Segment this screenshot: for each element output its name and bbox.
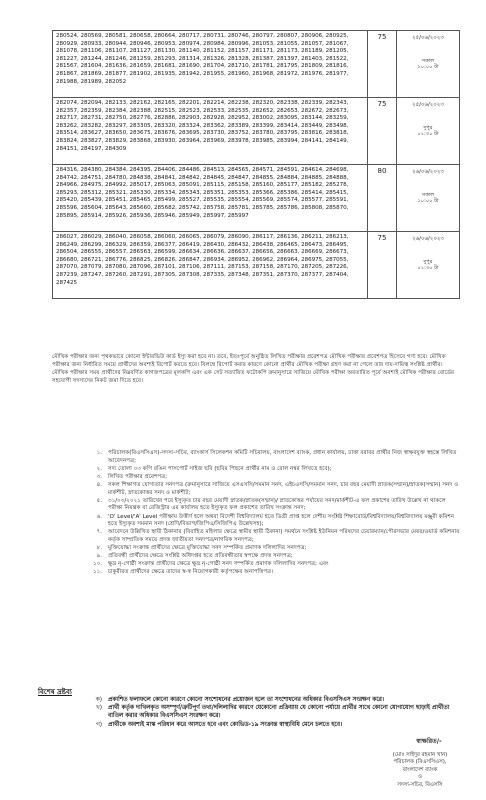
list-item [52, 704, 460, 720]
list-item [52, 474, 460, 482]
list-item [52, 561, 460, 569]
list-item [52, 450, 460, 465]
item-number: ৭. [96, 529, 102, 536]
note-text: প্রার্থী কর্তৃক দাখিলকৃত অসম্পূর্ণ/ত্রুটিপূর্ণ তথ্য/দলিলাদির কারণে যেকোনো প্রক্রিয়ায় যে কোনো পর্যায়ে প্রার্থীর সাথে কোনো যোগাযোগ ছাড়াই প্রার্থীতা বাতিল করার অধিকার বিএসসিএস সংরক্ষণ করে। [108, 705, 450, 720]
list-item [52, 721, 460, 729]
signatory-name: (মোঃ সাইদুর রহমান খান) [392, 751, 448, 758]
interview-time: ১০:০০ টা [417, 198, 439, 205]
item-number: ৪. [96, 481, 102, 488]
interview-date: ২৫/০৬/২০২৩ [412, 102, 444, 108]
interview-date: ২৬/০৬/২০২৩ [412, 169, 444, 175]
table-row [53, 165, 460, 232]
roll-numbers-cell: 286027, 286029, 286040, 286058, 286060, 286065, 286079, 286090, 286117, 286136, 286211, 286213, 286249, 286299, 286329, 286359, 286377, 286419, 286430, 286432, 286438, 286465, 286473, 286495, 286504, 286555, 286557, 286563, 286599, 286634, 286636, 286637, 286656, 286663, 286669, 286673, 286680, 286721, 286776, 286825, 286826, 286847, 286934, 286952, 286962, 286964, 286975, 287055, 287070, 287079, 287080, 287096, 287101, 287106, 287111, 287153, 287158, 287170, 287205, 287226, 287239, 287247, 287260, 287291, 287305, 287308, 287335, 287348, 287351, 287370, 287377, 287404, 287425 [53, 232, 368, 299]
signatory-conjunction: ও [418, 774, 422, 781]
table-row [53, 98, 460, 165]
interview-time: ১০:০০ টা [417, 64, 439, 71]
item-text: চাকুরীরত প্রার্থীদের ক্ষেত্রে তাদের স্ব-স্ব নিয়োগকারী কর্তৃপক্ষের অনাপত্তিপত্র। [108, 569, 274, 576]
list-item [52, 498, 460, 513]
date-time-cell [397, 31, 460, 98]
list-item [52, 545, 460, 553]
item-text: পরিচালক(বিএসসিএস)-সদস্য-সচিব, ব্যাংকার্স সিলেকশন কমিটি সচিবালয়, বাংলাদেশ ব্যাংক, প্রধান কার্যালয়, ঢাকা বরাবর প্রার্থীর নিজ স্বাক্ষরযুক্ত স্বহস্তে লিখিত আবেদনপত্র; [108, 450, 457, 464]
list-item [52, 482, 460, 497]
item-number: ১. [96, 450, 102, 456]
item-number: ৯. [96, 553, 102, 560]
interview-session: দুপুর [423, 258, 433, 265]
candidate-count-cell: 75 [368, 98, 397, 165]
item-text: ৩১/০৩/২০২১ তারিখের পরে ইস্যুকৃত চার বছর মেয়াদী স্নাতক/স্নাতক(সম্মান)/ স্নাতকোত্তর পর্যায়ের সনদ/মার্কশীট-এ ফল প্রকাশের তারিখ উল্লেখ না থাকলে পরীক্ষা নিয়ন্ত্রক বা রেজিস্ট্রার এর কার্যালয় হতে ইস্যুকৃত ফল প্রকাশের তারিখ সংক্রান্ত সনদ; [108, 497, 446, 512]
item-text: সকল শিক্ষাগত যোগ্যতার সনদপত্র (ক্রমানুসারে সাজিয়ে এসএসসি/সমমান সনদ, এইচএসসি/সমমান সনদ, চার বছর মেয়াদী স্নাতক(সম্মান)/স্নাতক(সম্মান) সনদ ও মার্কশীট, স্নাতকোত্তর সনদ ও মার্কশীট; [108, 481, 459, 496]
required-documents-list [52, 450, 460, 578]
interview-date: ২৬/০৬/২০২৩ [412, 236, 444, 242]
interview-date: ২৫/০৬/২০২৩ [412, 35, 444, 41]
note-text: প্রার্থীকে অবশ্যই মাস্ক পরিধান করে আসতে হবে এবং কোভিড-১৯ সংক্রান্ত স্বাস্থ্যবিধি মেনে চলতে হবে। [108, 721, 343, 728]
item-text: লিখিত পরীক্ষার প্রবেশপত্র; [108, 473, 168, 480]
item-number: ৫. [96, 497, 102, 504]
date-time-cell [397, 232, 460, 299]
note-label: ক) [95, 697, 102, 703]
interview-session: দুপুর [423, 124, 433, 131]
item-text: মুক্তিযোদ্ধা সংক্রান্ত প্রার্থীদের ক্ষেত্রে মুক্তিযোদ্ধা সনদ সম্পর্কিত প্রমাণক দলিলাদির সনদপত্র; [108, 545, 307, 552]
item-number: ১০. [92, 561, 102, 568]
date-time-cell [397, 98, 460, 165]
item-number: ৩. [96, 473, 102, 480]
note-label: খ) [95, 705, 102, 712]
item-number: ৮. [96, 545, 102, 552]
roll-numbers-cell: 280524, 280569, 280581, 280658, 280664, 280717, 280731, 280746, 280797, 280807, 280906, 280925, 280929, 280933, 280944, 280946, 280953, 280974, 280984, 280996, 281053, 281055, 281057, 281067, 281078, 281106, 281107, 281127, 281130, 281140, 281152, 281157, 281171, 281173, 281189, 281205, 281227, 281244, 281246, 281259, 281293, 281314, 281326, 281328, 281387, 281397, 281403, 281522, 281567, 281604, 281636, 281659, 281681, 281690, 281704, 281710, 281781, 281795, 281809, 281816, 281867, 281869, 281877, 281902, 281935, 281942, 281955, 281960, 281968, 281972, 281976, 281977, 281988, 281989, 282052 [53, 31, 368, 98]
item-text: আবেদনে উল্লিখিত স্থায়ী ঠিকানার (বিবাহিত মহিলার ক্ষেত্রে স্বামীর স্থায়ী ঠিকানা) সমর্থনে সংশ্লিষ্ট ইউনিয়ন পরিষদের চেয়ারম্যান/পৌরসভার মেয়র/ওয়ার্ড কমিশনার কর্তৃক সাম্প্রতিক সময়ে প্রদত্ত জাতীয়তা সনদপত্র/নাগরিক সনদপত্র; [108, 529, 460, 544]
interview-session: সকাল [421, 191, 435, 198]
list-item [52, 529, 460, 544]
signed-label: স্বাক্ষরিত/- [416, 738, 442, 745]
item-number: ১১. [92, 569, 102, 576]
item-number: ২. [96, 465, 102, 472]
list-item [52, 466, 460, 474]
special-notes-heading: বিশেষ দ্রষ্টব্য [38, 688, 72, 696]
special-notes-list [52, 696, 460, 729]
interview-schedule-table [52, 30, 460, 299]
list-item [52, 553, 460, 561]
item-text: সদ্য তোলা ০৩ কপি রঙিন পাসপোর্ট সাইজ ছবি (ছবির পিছনে প্রার্থীর নাম ও রোল নম্বর লিখতে হবে); [108, 465, 332, 472]
item-text: ক্ষুদ্র নৃ-গোষ্ঠী সংক্রান্ত প্রার্থীদের ক্ষেত্রে ক্ষুদ্র নৃ-গোষ্ঠী সনদ সম্পর্কিত প্রমাণক দলিলাদির সনদপত্র; এবং [108, 561, 329, 568]
list-item [52, 569, 460, 577]
signatory-title: পরিচালক (বিএসসিএস), [393, 759, 447, 766]
interview-session: সকাল [421, 57, 435, 64]
note-label: গ) [95, 721, 102, 728]
list-item [52, 696, 460, 704]
interview-time: ০১:৩০ টা [417, 265, 439, 272]
note-text: প্রকাশিত ফলাফলে কোনো কারণে কোনো সংশোধনের প্রয়োজন হলে তা সংশোধনের অধিকার বিএসসিএস সংরক্ষণ করে। [108, 697, 384, 703]
table-row [53, 31, 460, 98]
list-item [52, 514, 460, 529]
candidate-count-cell: 75 [368, 31, 397, 98]
item-text: 'O' Level/'A' Level পরীক্ষায় উত্তীর্ণ হলে অথবা বিদেশী বিশ্ববিদ্যালয় হতে ডিগ্রী প্রাপ্ত হলে দেশীয় সংশ্লিষ্ট শিক্ষাবোর্ড/বিশ্ববিদ্যালয়/বিশ্ববিদ্যালয় মঞ্জুরী কমিশন হতে ইস্যুকৃত সমমান সনদ (শ্রেণি/বিভাগ/জিপিএ/সিজিপিএ উল্লেখসহ); [108, 513, 454, 528]
instructions-paragraph: মৌখিক পরীক্ষার জন্য পৃথকভাবে কোনো ইন্টারভিউ কার্ড ইস্যু করা হবে না। তবে, ইতঃপূর্বে অনুষ্ঠিত লিখিত পরীক্ষার প্রবেশপত্র মৌখিক পরীক্ষার প্রবেশপত্র হিসেবে গণ্য হবে। মৌখিক পরীক্ষার জন্য নির্ধারিত সময়ে প্রার্থীদের অবশ্যই রিপোর্ট করতে হবে। বিলম্বে রিপোর্ট করার কারণে কোনো প্রার্থীর মৌখিক পরীক্ষা গ্রহণ করা না গেলে তার দায়-দায়িত্ব সংশ্লিষ্ট প্রার্থীর। মৌখিক পরীক্ষার সময় প্রার্থীদের নিম্নবর্ণিত কাগজপত্রের মূলকপি এবং এক সেট সত্যায়িত ফটোকপি ক্রমানুসারে সাজিয়ে মৌখিক পরীক্ষা অবতারিত পূর্বে অবশ্যই মৌখিক পরীক্ষার বোর্ডের সহযোগী সদস্যদের নিকট জমা দিতে হবে। [52, 354, 455, 384]
date-time-cell [397, 165, 460, 232]
signatory-organization: বাংলাদেশ ব্যাংক [402, 766, 438, 773]
interview-time: ০১:৩০ টা [417, 131, 439, 138]
candidate-count-cell: 75 [368, 232, 397, 299]
item-number: ৬. [96, 513, 102, 520]
table-row [53, 232, 460, 299]
signatory-role: সদস্য-সচিব, বিএসসি [397, 781, 443, 788]
roll-numbers-cell: 282074, 282094, 282133, 282162, 282165, 282201, 282214, 282238, 282320, 282338, 282339, 282343, 282357, 282359, 282384, 282388, 282515, 282523, 282533, 282535, 282652, 282653, 282672, 282673, 282717, 282731, 282750, 282776, 282886, 282903, 282928, 282952, 283002, 283095, 283144, 283259, 283262, 283282, 283297, 283305, 283320, 283324, 283362, 283389, 283399, 283414, 283449, 283498, 283514, 283627, 283650, 283675, 283676, 283695, 283730, 283752, 283780, 283795, 283816, 283818, 283824, 283827, 283829, 283868, 283930, 283964, 283969, 283978, 283985, 283994, 284141, 284149, 284151, 284197, 284309 [53, 98, 368, 165]
signature-block [370, 738, 470, 790]
candidate-count-cell: 80 [368, 165, 397, 232]
roll-numbers-cell: 284316, 284380, 284384, 284395, 284406, 284486, 284513, 284565, 284571, 284591, 284614, 284698, 284742, 284751, 284780, 284838, 284841, 284842, 284845, 284847, 284855, 284884, 284885, 284888, 284966, 284975, 284992, 285017, 285063, 285091, 285115, 285158, 285160, 285177, 285182, 285278, 285293, 285312, 285321, 285330, 285334, 285343, 285351, 285353, 285366, 285386, 285414, 285415, 285420, 285439, 285451, 285465, 285499, 285527, 285535, 285554, 285569, 285574, 285577, 285591, 285596, 285604, 285643, 285660, 285682, 285742, 285758, 285781, 285785, 285786, 285808, 285870, 285895, 285914, 285926, 285936, 285946, 285949, 285997, 285997 [53, 165, 368, 232]
item-text: প্রতিবন্ধী প্রার্থীদের ক্ষেত্রে সংশ্লিষ্ট অধিদপ্তর হতে প্রতিবন্ধীতার স্বপক্ষে প্রদত্ত সনদপত্র; [108, 553, 293, 560]
